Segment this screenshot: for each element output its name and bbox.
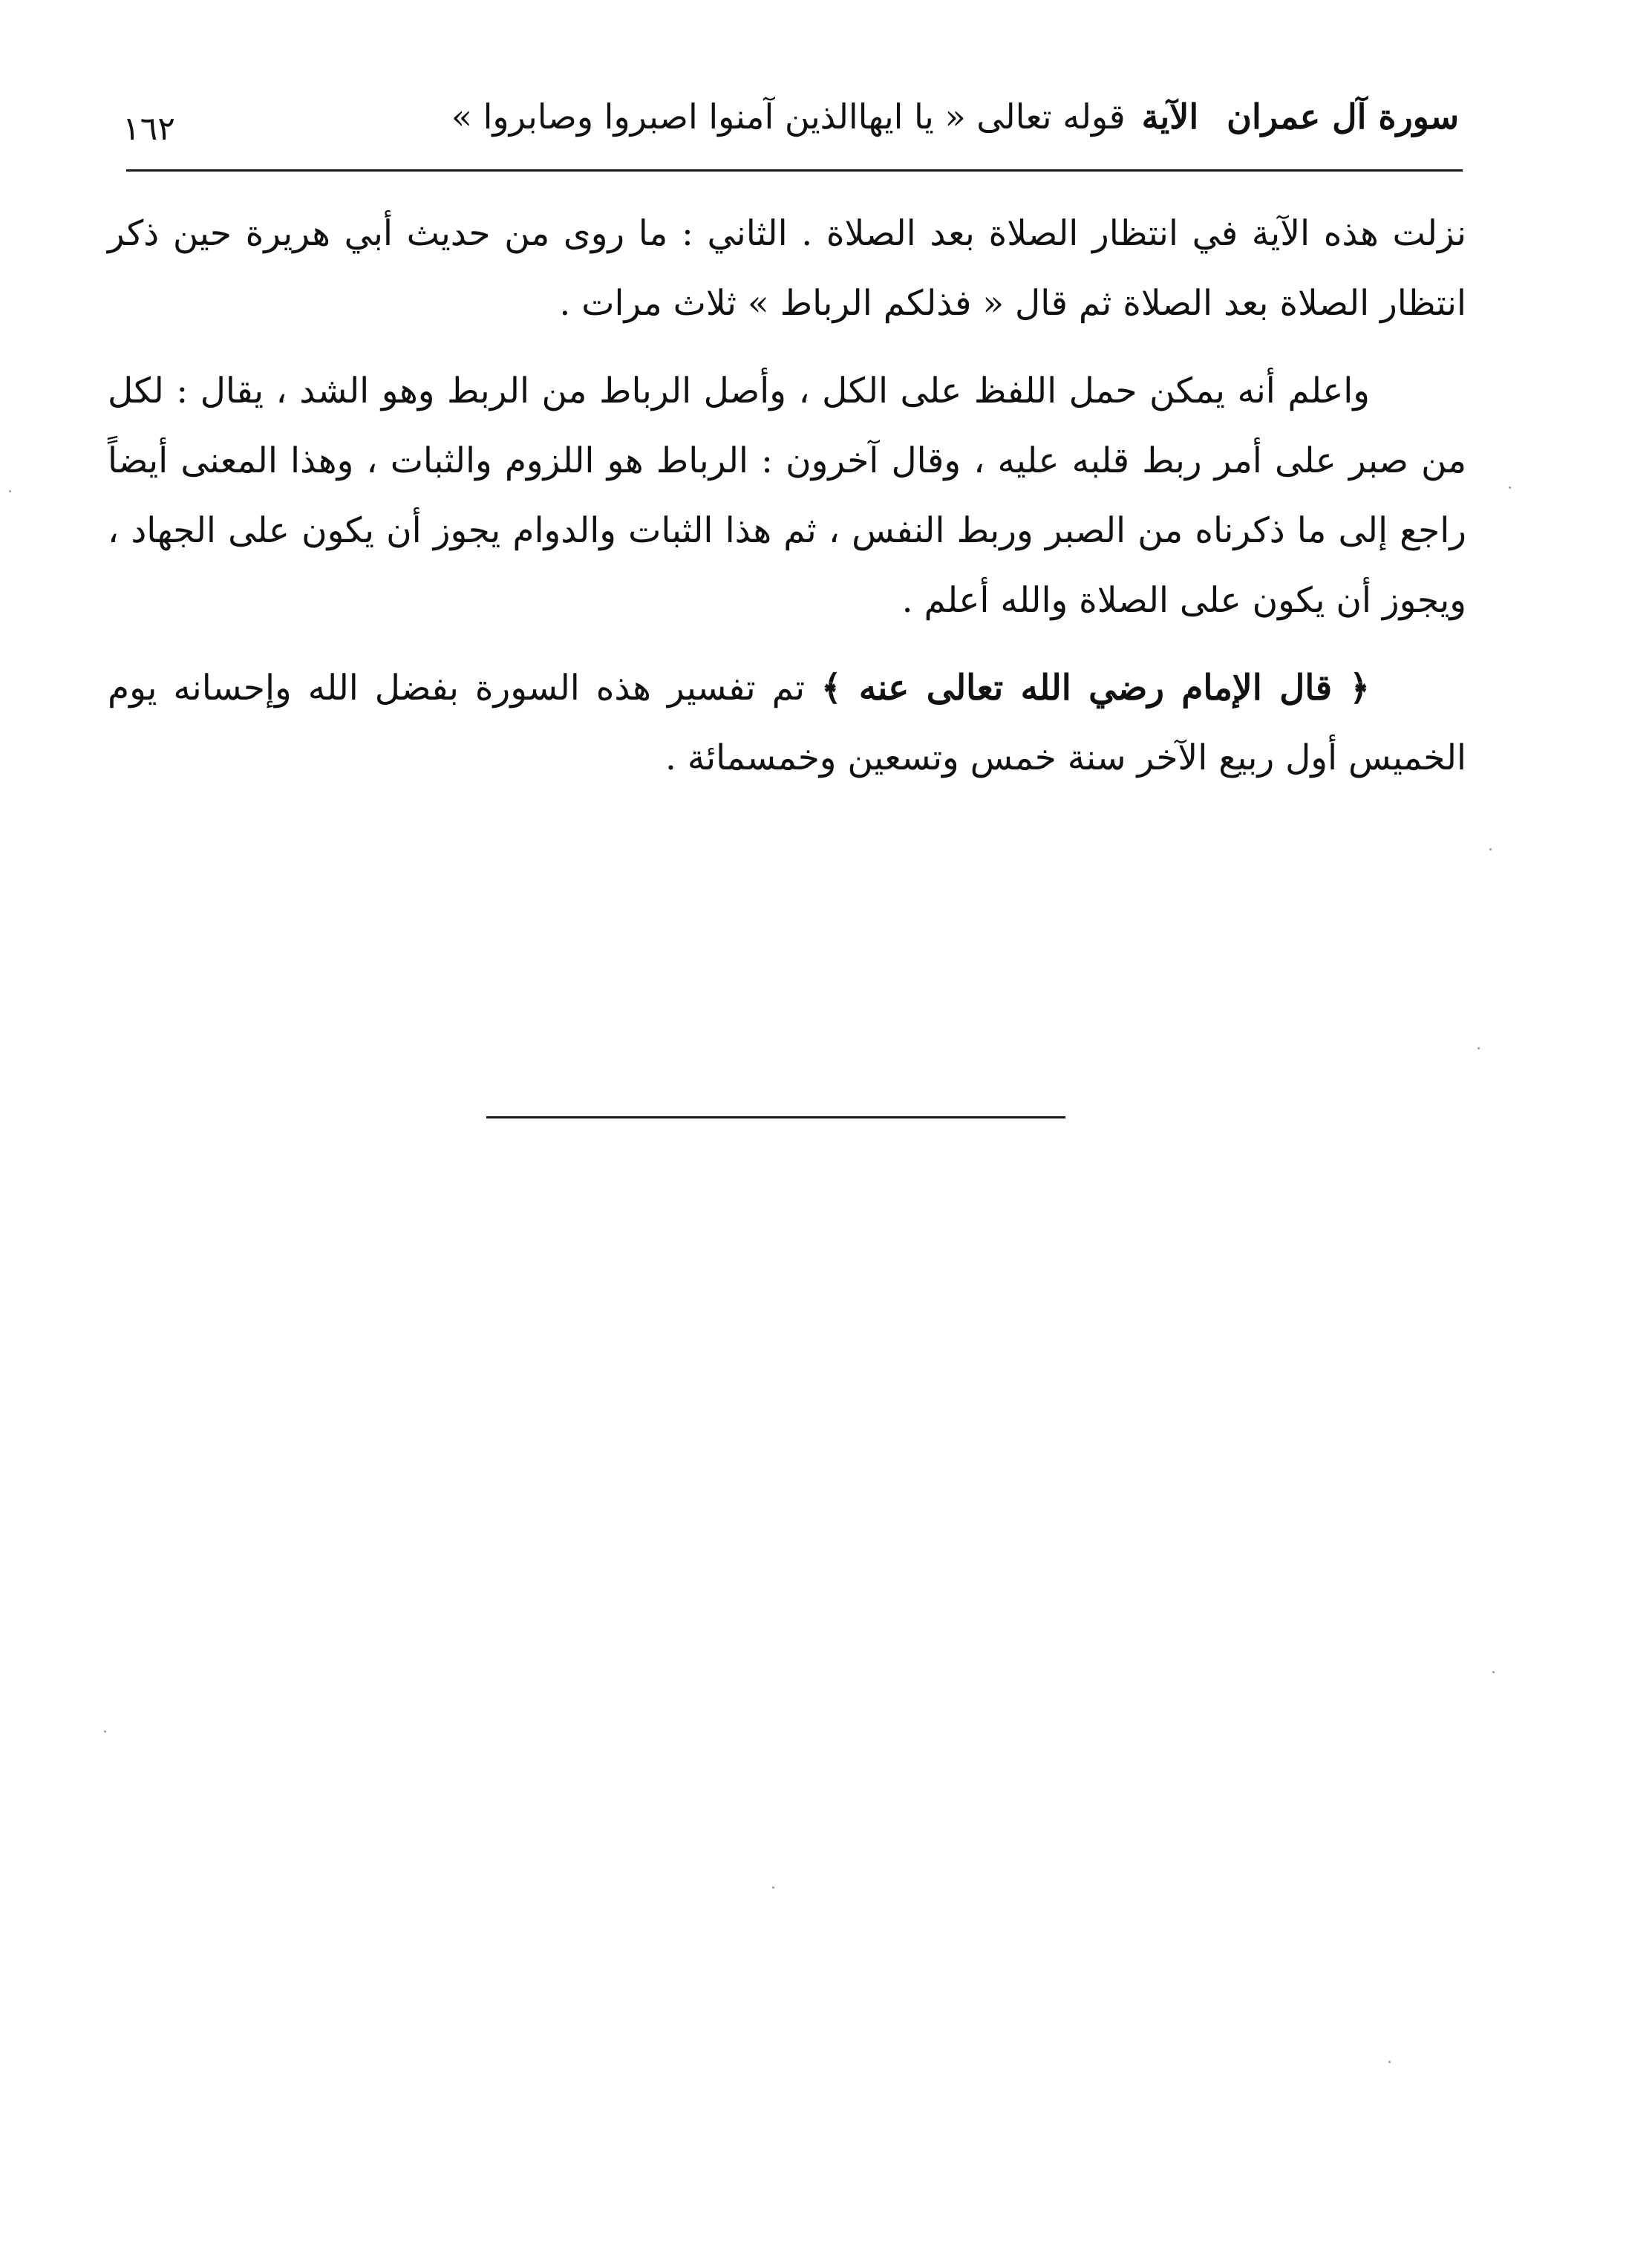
surah-title: سورة آل عمران (1227, 97, 1459, 137)
closing-lead: ﴿ قال الإمام رضي الله تعالى عنه ﴾ (820, 668, 1370, 709)
scan-speck (104, 1730, 106, 1733)
main-text (108, 199, 1466, 811)
scan-speck (1509, 486, 1511, 489)
end-rule (486, 1116, 1065, 1118)
scan-speck (1489, 848, 1492, 850)
scan-speck (772, 1886, 774, 1889)
scan-speck (1492, 1671, 1495, 1673)
scan-speck (9, 490, 11, 492)
closing-paragraph (108, 654, 1466, 793)
scan-speck (1388, 2061, 1391, 2063)
paragraph-2: واعلم أنه يمكن حمل اللفظ على الكل ، وأصل الرباط من الربط وهو الشد ، يقال : لكل من صبر على أمر ربط قلبه عليه ، وقال آخرون : الرباط هو اللزوم والثبات ، وهذا المعنى أيضاً راجع إلى ما ذكرناه من الصبر وربط النفس ، ثم هذا الثبات والدوام يجوز أن يكون على الجهاد ، ويجوز أن يكون على الصلاة والله أعلم . (108, 371, 1466, 621)
ayah-label: الآية (1141, 97, 1199, 137)
header-rule (126, 169, 1463, 172)
scan-speck (1478, 1047, 1480, 1049)
closing-text: تم تفسير هذه السورة بفضل الله وإحسانه يوم الخميس أول ربيع الآخر سنة خمس وتسعين وخمسمائة . (108, 668, 1466, 778)
page-number: ١٦٢ (123, 110, 175, 148)
paragraph-1: نزلت هذه الآية في انتظار الصلاة بعد الصلاة . الثاني : ما روى من حديث أبي هريرة حين ذكر انتظار الصلاة بعد الصلاة ثم قال « فذلكم الرباط » ثلاث مرات . (108, 213, 1466, 324)
running-head (451, 97, 1459, 137)
running-title: قوله تعالى « يا ايهاالذين آمنوا اصبروا وصابروا » (451, 97, 1126, 137)
page-header (123, 88, 1459, 154)
